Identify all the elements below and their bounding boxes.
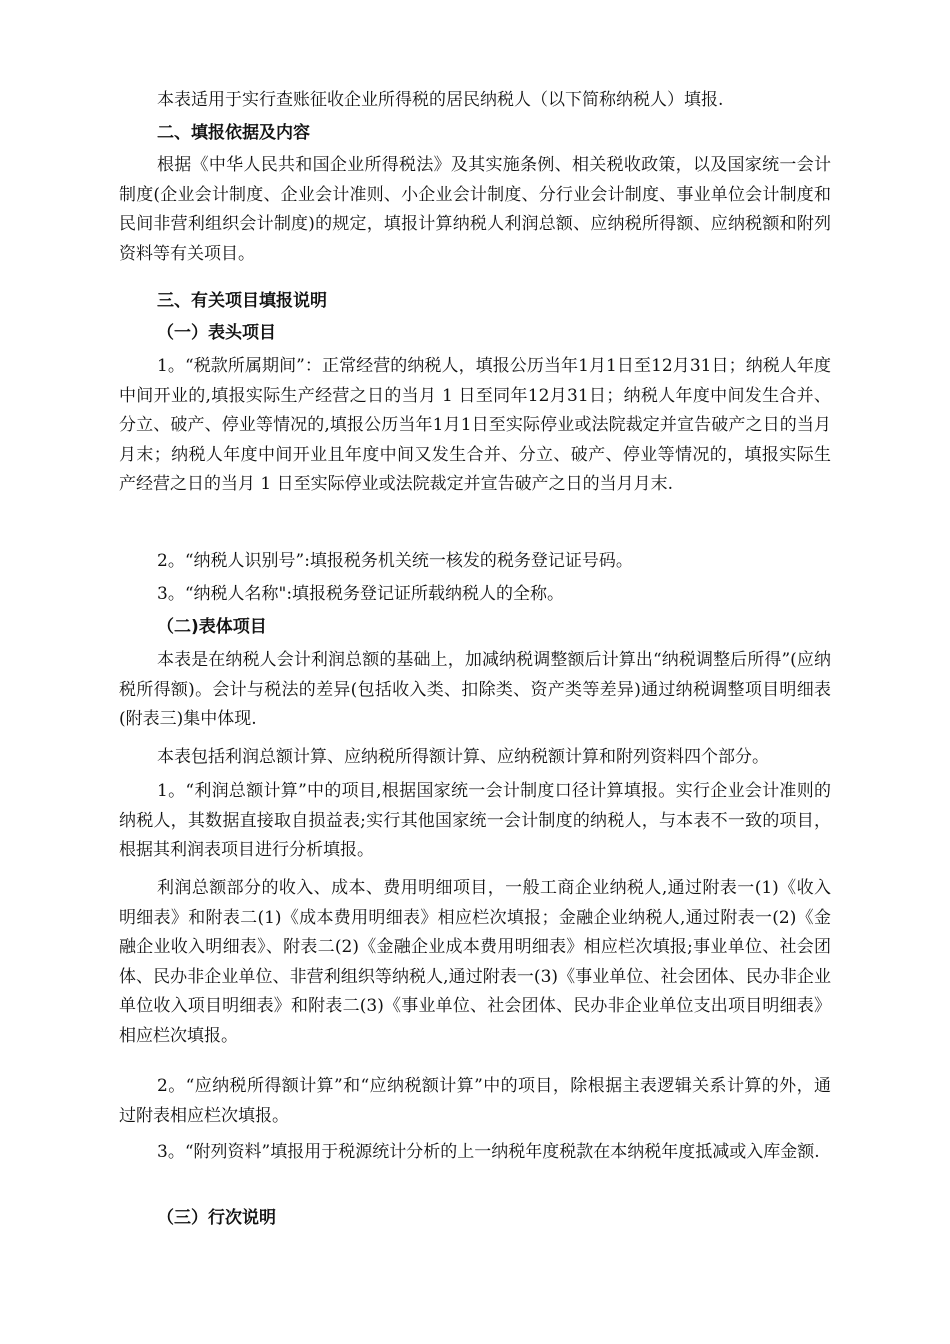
heading-header-items: （一）表头项目 xyxy=(157,323,276,343)
paragraph-income-cost-details: 利润总额部分的收入、成本、费用明细项目，一般工商企业纳税人,通过附表一(1)《收入明细表》和附表二(1)《成本费用明细表》相应栏次填报；金融企业纳税人,通过附表一(2)《金融企业收入明细表》、附表二(2)《金融企业成本费用明细表》相应栏次填报;事业单位、社会团体、民办非企业单位、非营利组织等纳税人,通过附表一(3)《事业单位、社会团体、民办非企业单位收入项目明细表》和附表二(3)《事业单位、社会团体、民办非企业单位支出项目明细表》相应栏次填报。 xyxy=(119,878,831,1046)
heading-row-explanation: （三）行次说明 xyxy=(157,1208,276,1228)
paragraph-supplementary: 3。“附列资料”填报用于税源统计分析的上一纳税年度税款在本纳税年度抵减或入库金额. xyxy=(157,1142,820,1162)
paragraph-profit-total: 1。“利润总额计算”中的项目,根据国家统一会计制度口径计算填报。实行企业会计准则的纳税人，其数据直接取自损益表;实行其他国家统一会计制度的纳税人，与本表不一致的项目，根据其利润表项目进行分析填报。 xyxy=(119,781,831,861)
paragraph-taxable-income: 2。“应纳税所得额计算”和“应纳税额计算”中的项目，除根据主表逻辑关系计算的外，通过附表相应栏次填报。 xyxy=(119,1076,831,1126)
heading-item-instructions: 三、有关项目填报说明 xyxy=(157,291,327,311)
paragraph-taxpayer-name: 3。“纳税人名称":填报税务登记证所载纳税人的全称。 xyxy=(157,584,565,604)
paragraph-basis: 根据《中华人民共和国企业所得税法》及其实施条例、相关税收政策，以及国家统一会计制度(企业会计制度、企业会计准则、小企业会计制度、分行业会计制度、事业单位会计制度和民间非营利组织会计制度)的规定，填报计算纳税人利润总额、应纳税所得额、应纳税额和附列资料等有关项目。 xyxy=(119,155,831,264)
paragraph-four-parts: 本表包括利润总额计算、应纳税所得额计算、应纳税额计算和附列资料四个部分。 xyxy=(157,747,769,767)
heading-body-items: （二)表体项目 xyxy=(157,617,267,637)
paragraph-body-overview: 本表是在纳税人会计利润总额的基础上，加减纳税调整额后计算出“纳税调整后所得”(应纳税所得额)。会计与税法的差异(包括收入类、扣除类、资产类等差异)通过纳税调整项目明细表(附表三)集中体现. xyxy=(119,650,831,730)
paragraph-applicability: 本表适用于实行查账征收企业所得税的居民纳税人（以下简称纳税人）填报. xyxy=(157,90,724,110)
heading-basis-and-content: 二、填报依据及内容 xyxy=(157,123,310,143)
paragraph-tax-period: 1。“税款所属期间”：正常经营的纳税人，填报公历当年1月1日至12月31日；纳税人年度中间开业的,填报实际生产经营之日的当月 1 日至同年12月31日；纳税人年度中间发生合并、分立、破产、停业等情况的,填报公历当年1月1日至实际停业或法院裁定并宣告破产之日的当月月末；纳税人年度中间开业且年度中间又发生合并、分立、破产、停业等情况的，填报实际生产经营之日的当月 1 日至实际停业或法院裁定并宣告破产之日的当月月末. xyxy=(119,356,831,495)
paragraph-taxpayer-id: 2。“纳税人识别号”:填报税务机关统一核发的税务登记证号码。 xyxy=(157,551,633,571)
